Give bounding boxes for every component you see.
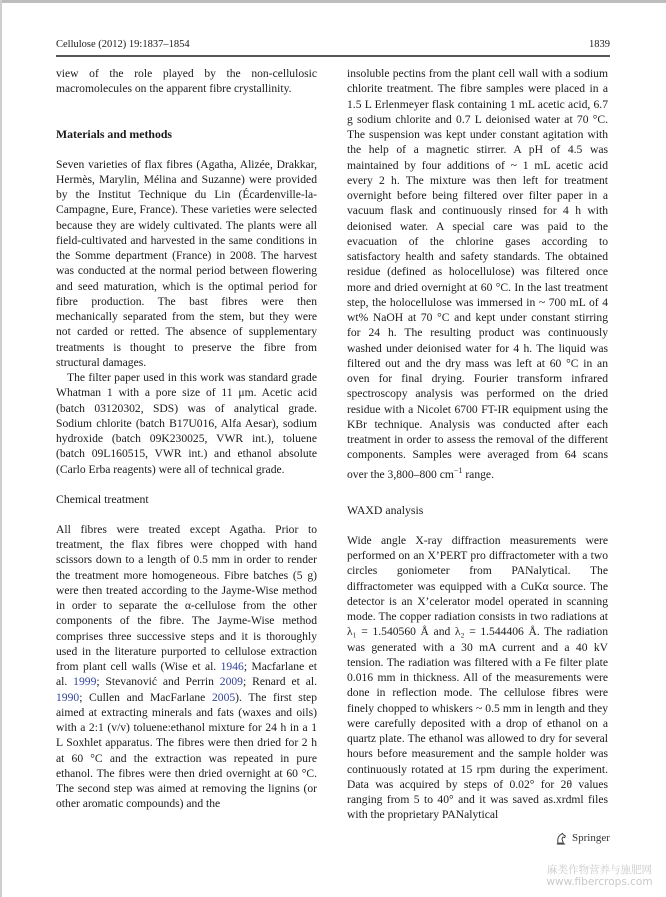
citation-link[interactable]: 1999 xyxy=(73,675,97,689)
chemical-treatment-paragraph xyxy=(56,522,317,812)
citation-separator: ; Macfarlane et al. xyxy=(56,660,317,689)
watermark-chinese: 麻类作物营养与施肥网 xyxy=(547,864,652,876)
chemical-treatment-continued xyxy=(347,66,608,482)
materials-paragraph-2: The filter paper used in this work was standard grade Whatman 1 with a pore size of 11 μm. Acetic acid (batch 03120302, SDS) was of analytical grade. Sodium chlorite (batch B17U016, Alfa Aesar), sodium hydroxide (batch 09K230025, VWR int.), toluene (batch 09L160515, VWR int.) and ethanol absolute (Carlo Erba reagents) were all of technical grade. xyxy=(56,371,317,476)
subsection-title-chemical-treatment: Chemical treatment xyxy=(56,491,149,506)
chem-text-a: All fibres were treated except Agatha. Prior to treatment, the flax fibres were chopped with hand scissors down to a length of 0.5 mm in order to render the treatment more homogeneous. Fibre batches (5 g) were then treated according to the Jayme-Wise method in order to separate the α-cellulose from the other components of the fibre. The Jayme-Wise method comprises three successive steps and it is thoroughly used in the literature purported to cellulose extraction from plant cell walls (Wise et al. xyxy=(56,522,317,673)
citation-link[interactable]: 1990 xyxy=(56,690,80,704)
citation-link[interactable]: 1946 xyxy=(220,660,244,673)
citation-link[interactable]: 2009 xyxy=(219,675,243,689)
superscript: −1 xyxy=(453,465,463,475)
page-frame-top xyxy=(0,0,666,3)
right-column xyxy=(347,66,608,823)
publisher-logo xyxy=(555,831,610,845)
running-head xyxy=(56,38,610,52)
subsection-title-waxd: WAXD analysis xyxy=(347,502,424,517)
journal-citation: Cellulose (2012) 19:1837–1854 xyxy=(56,39,190,50)
chem-cont-text-b: range. xyxy=(462,467,494,481)
watermark-url: www.fibercrops.com xyxy=(546,876,653,888)
citation-separator: ). xyxy=(235,690,242,704)
page-frame-left xyxy=(0,0,2,897)
citation-separator: ; Cullen and MacFarlane xyxy=(79,690,212,704)
section-title: Materials and methods xyxy=(56,126,172,141)
chem-text-b: The first step aimed at extracting minerals and fats (waxes and oils) with a 2:1 (v/v) toluene:ethanol mixture for 24 h in a 1 L Soxhlet apparatus. The fibres were then dried for 2 h at 60 °C and the extraction was repeated in pure ethanol. The fibres were then dried overnight at 60 °C. The second step was aimed at removing the lignins (or other aromatic compounds) and the xyxy=(56,690,317,811)
springer-horse-icon xyxy=(555,832,568,845)
intro-paragraph: view of the role played by the non-cellulosic macromolecules on the apparent fibre crystallinity. xyxy=(56,67,317,96)
left-column xyxy=(56,66,317,812)
materials-paragraph-1: Seven varieties of flax fibres (Agatha, Alizée, Drakkar, Hermès, Marylin, Mélina and Suzanne) were provided by the Institut Technique du Lin (Écardenville-la-Campagne, Eure, France). These varieties were selected because they are widely cultivated. The plants were all field-cultivated and harvested in the same conditions in the Somme department (France) in 2008. The harvest was conducted at the normal period between flowering and seed maturation, which is the optimal period for fibre production. The bast fibres were then mechanically separated from the stem, but they were not carded or retted. The absence of supplementary treatments is thought to preserve the fibre from structural damages. xyxy=(56,157,317,369)
waxd-paragraph: Wide angle X-ray diffraction measurements were performed on an X’PERT pro diffractometer with a two circles goniometer from PANalytical. The diffractometer was equipped with a CuKα source. The detector is an X’celerator model operated in scanning mode. The copper radiation consists in two radiations at λ₁ = 1.540560 Å and λ₂ = 1.544406 Å. The radiation was generated with a 30 mA current and a 40 kV tension. The radiation was filtered with a Fe filter plate 0.016 mm in thickness. All of the measurements were done in reflection mode. The cellulose fibres were finely chopped to whiskers ~ 0.5 mm in length and they were carefully deposited with a drop of ethanol on a quartz plate. The ethanol was allowed to dry for several hours before measurement and the sample holder was continuously rotated at 15 rpm during the experiment. Data was acquired by steps of 0.02° for 2θ values ranging from 5 to 40° and it was saved as.xrdml files with the proprietary PANalytical xyxy=(347,533,608,822)
citation-separator: ; Stevanović and Perrin xyxy=(96,675,220,689)
header-rule xyxy=(56,55,610,57)
watermark xyxy=(537,864,662,888)
publisher-name: Springer xyxy=(572,832,610,844)
citation-separator: ; Renard et al. xyxy=(242,675,318,689)
chem-cont-text-a: insoluble pectins from the plant cell wall with a sodium chlorite treatment. The fibre samples were placed in a 1.5 L Erlenmeyer flask containing 1 mL acetic acid, 6.7 g sodium chlorite and 0.7 L deionised water at 70 °C. The suspension was kept under constant agitation with the help of a magnetic stirrer. A pH of 4.5 was maintained by four additions of ~ 1 mL acetic acid every 2 h. The mixture was then left for treatment overnight before being filtered over filter paper in a vacuum flask and continuously rinsed for 4 h with deionised water. A special care was paid to the evacuation of the chlorine gases according to satisfactory health and safety standards. The obtained residue (defined as holocellulose) was filtered once more and dried overnight at 60 °C. In the last treatment step, the holocellulose was immersed in ~ 700 mL of 4 wt% NaOH at 70 °C and kept under constant stirring for 24 h. The resulting product was continuously washed under deionised water for 4 h. The liquid was filtered out and the dry mass was left at 60 °C in an oven for final drying. Fourier transform infrared spectroscopy analysis was performed on the dried residue with a Nicolet 6700 FT-IR equipment using the KBr technique. Analysis was conducted after each treatment in order to assess the removal of the different components. Samples were averaged from 64 scans over the 3,800–800 cm xyxy=(347,67,608,481)
page-number: 1839 xyxy=(589,39,610,50)
citation-link[interactable]: 2005 xyxy=(211,690,236,704)
